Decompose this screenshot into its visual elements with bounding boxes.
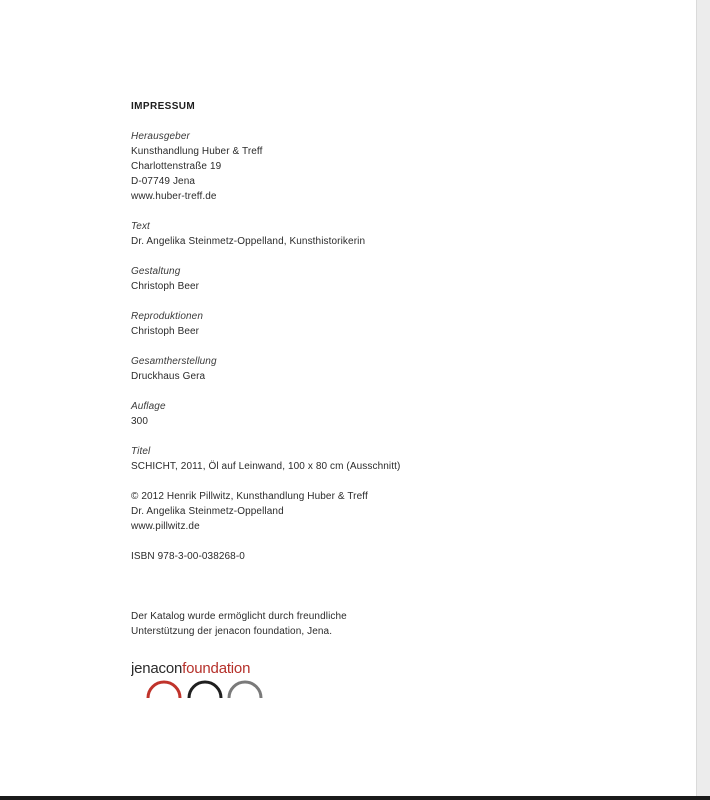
section-herausgeber	[131, 129, 591, 204]
label-gestaltung: Gestaltung	[131, 266, 181, 277]
label-auflage: Auflage	[131, 401, 166, 412]
auflage-value: 300	[131, 416, 148, 427]
section-auflage	[131, 399, 591, 429]
bottom-edge-divider	[0, 796, 710, 800]
label-text: Text	[131, 221, 150, 232]
titel-value: SCHICHT, 2011, Öl auf Leinwand, 100 x 80 cm (Ausschnitt)	[131, 461, 401, 472]
section-gestaltung	[131, 264, 591, 294]
label-reproduktionen: Reproduktionen	[131, 311, 204, 322]
section-support	[131, 609, 591, 639]
reproduktionen-value: Christoph Beer	[131, 326, 200, 337]
section-titel	[131, 444, 591, 474]
logo-ring-grey	[229, 682, 261, 698]
logo-wordmark	[131, 660, 250, 677]
support-line-2: Unterstützung der jenacon foundation, Jena.	[131, 626, 333, 637]
copyright-line: © 2012 Henrik Pillwitz, Kunsthandlung Huber & Treff	[131, 491, 368, 502]
label-gesamtherstellung: Gesamtherstellung	[131, 356, 217, 367]
logo-text-jenacon: jenacon	[131, 660, 183, 677]
section-copyright	[131, 489, 591, 534]
publisher-city: D-07749 Jena	[131, 176, 196, 187]
copyright-author: Dr. Angelika Steinmetz-Oppelland	[131, 506, 284, 517]
section-isbn	[131, 549, 591, 564]
impressum-heading: IMPRESSUM	[131, 101, 196, 112]
impressum-block	[131, 99, 591, 654]
logo-ring-red	[148, 682, 180, 698]
support-line-1: Der Katalog wurde ermöglicht durch freundliche	[131, 611, 347, 622]
text-author: Dr. Angelika Steinmetz-Oppelland, Kunsthistorikerin	[131, 236, 366, 247]
label-herausgeber: Herausgeber	[131, 131, 190, 142]
artist-website: www.pillwitz.de	[131, 521, 200, 532]
publisher-name: Kunsthandlung Huber & Treff	[131, 146, 263, 157]
gestaltung-value: Christoph Beer	[131, 281, 200, 292]
section-gesamtherstellung	[131, 354, 591, 384]
jenacon-foundation-logo	[131, 660, 281, 698]
logo-rings-icon	[145, 678, 267, 698]
label-titel: Titel	[131, 446, 151, 457]
publisher-street: Charlottenstraße 19	[131, 161, 222, 172]
gesamtherstellung-value: Druckhaus Gera	[131, 371, 206, 382]
section-text	[131, 219, 591, 249]
publisher-website: www.huber-treff.de	[131, 191, 217, 202]
vertical-scrollbar[interactable]	[696, 0, 710, 796]
logo-text-foundation: foundation	[182, 660, 251, 677]
logo-ring-black	[189, 682, 221, 698]
isbn: ISBN 978-3-00-038268-0	[131, 551, 245, 562]
section-reproduktionen	[131, 309, 591, 339]
